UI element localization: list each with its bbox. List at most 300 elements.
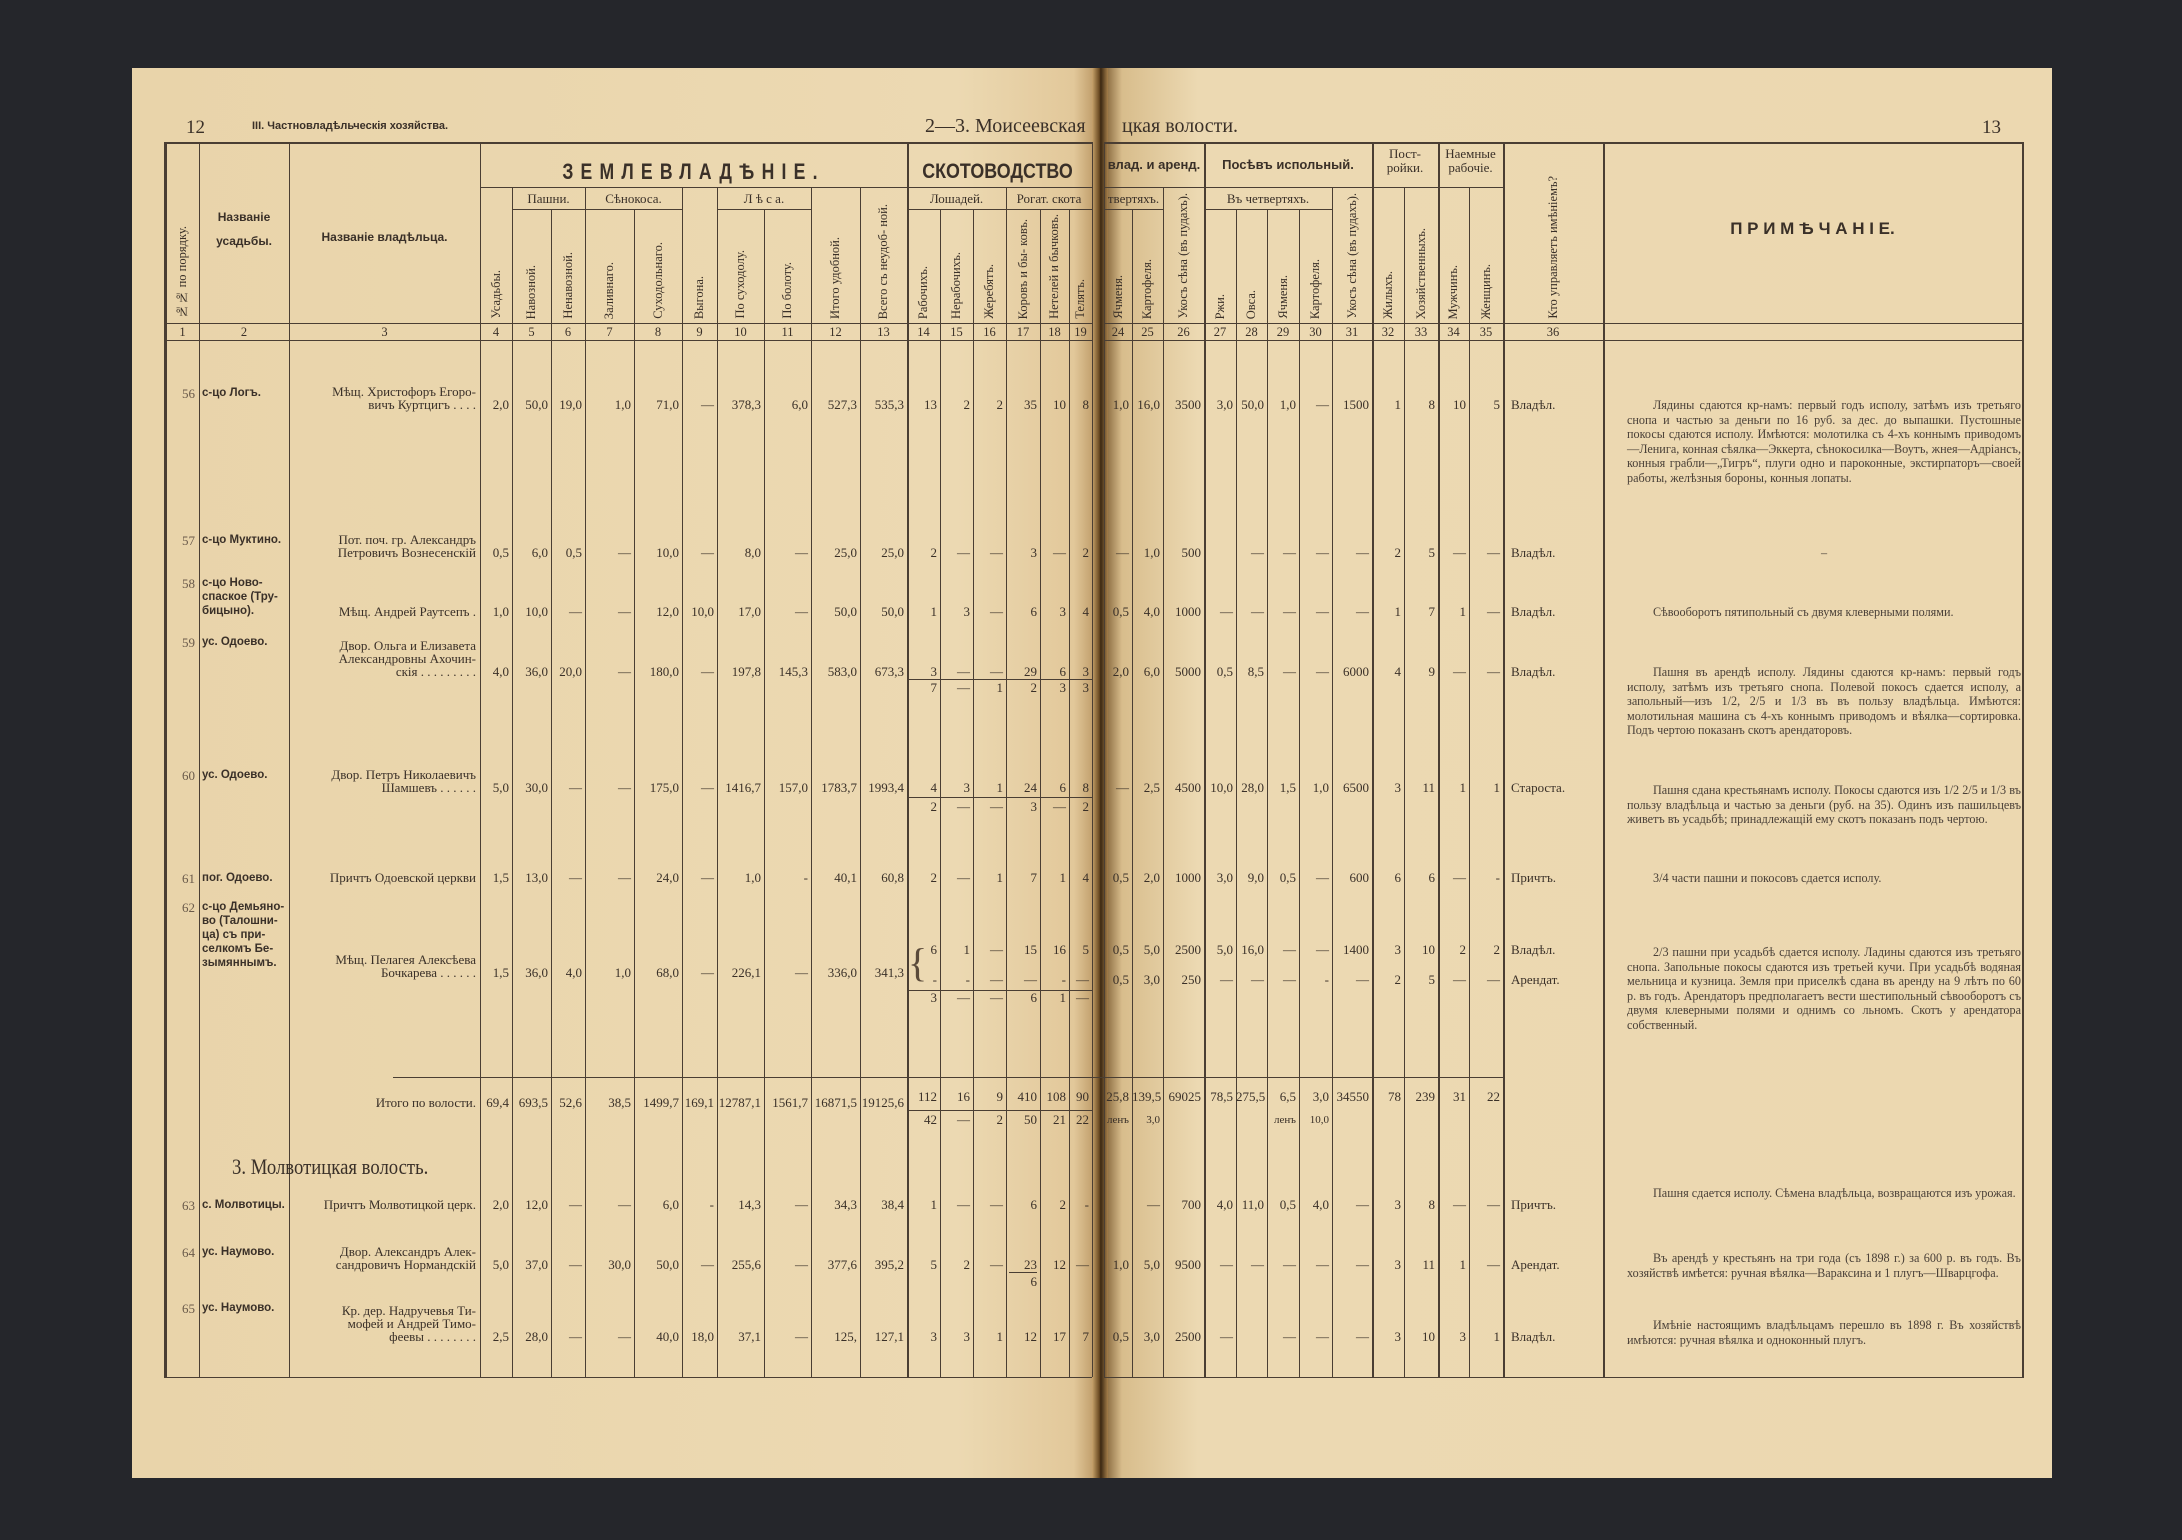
cell-col-13: 395,2 bbox=[874, 1257, 904, 1272]
cell-col-26: 3500 bbox=[1175, 397, 1201, 412]
cell-col-19: 4 bbox=[1082, 604, 1089, 619]
rule bbox=[164, 1377, 1092, 1378]
estate-name: ус. Одоево. bbox=[202, 636, 268, 648]
rule bbox=[907, 1110, 1092, 1111]
col-header-18 bbox=[1040, 212, 1069, 319]
cell-col-25: 4,0 bbox=[1143, 604, 1160, 619]
cell-col-11: — bbox=[795, 1197, 808, 1212]
cell-col-29-below-line: ленъ bbox=[1274, 1114, 1296, 1126]
cell-col-17-tenant: — bbox=[1024, 972, 1037, 987]
page-number-right: 13 bbox=[1982, 117, 2001, 138]
cell-col-18: 6 bbox=[1059, 780, 1066, 795]
col-header-label: Жилыхъ. bbox=[1380, 271, 1395, 319]
cell-col-16-below-line: 2 bbox=[996, 1112, 1003, 1127]
cell-col-7: — bbox=[618, 780, 631, 795]
cell-col-35: — bbox=[1487, 604, 1500, 619]
cell-col-6: — bbox=[569, 780, 582, 795]
cell-col-6: — bbox=[569, 604, 582, 619]
note-text: Пашня сдается исполу. Сѣмена владѣльца, возвращаются изъ урожая. bbox=[1653, 1186, 2016, 1200]
cell-col-15: 16 bbox=[957, 1089, 970, 1104]
estate-name: ца) съ при- bbox=[202, 929, 266, 941]
cell-col-25: 3,0 bbox=[1143, 1329, 1160, 1344]
col-header-label: По суходолу. bbox=[733, 250, 747, 319]
cell-col-9: — bbox=[701, 965, 714, 980]
cell-col-5: 36,0 bbox=[525, 664, 548, 679]
cell-col-4: 1,5 bbox=[492, 965, 509, 980]
col-number: 11 bbox=[781, 325, 794, 339]
cell-col-31: — bbox=[1356, 545, 1369, 560]
cell-col-32: 3 bbox=[1394, 1257, 1401, 1272]
cell-col-19: 7 bbox=[1082, 1329, 1089, 1344]
cell-col-8: 10,0 bbox=[656, 545, 679, 560]
group-own-rent: влад. и аренд. bbox=[1107, 157, 1201, 172]
cell-col-24-tenant: 0,5 bbox=[1112, 972, 1129, 987]
cell-col-14-tenant: - bbox=[932, 972, 937, 987]
cell-col-36: Староста. bbox=[1511, 780, 1566, 795]
cell-col-16-below-line: — bbox=[990, 990, 1003, 1005]
col-header-label: Итого удобной. bbox=[828, 237, 842, 319]
cell-col-7: — bbox=[618, 604, 631, 619]
cell-col-15-below-line: — bbox=[957, 990, 970, 1005]
cell-col-31: 34550 bbox=[1336, 1089, 1369, 1104]
cell-col-17: 12 bbox=[1024, 1329, 1037, 1344]
cell-col-14-below-line: 42 bbox=[924, 1112, 937, 1127]
cell-col-5: 50,0 bbox=[525, 397, 548, 412]
col-header-label: Ячменя. bbox=[1275, 275, 1290, 319]
cell-col-17: 410 bbox=[1017, 1089, 1037, 1104]
col-header-33 bbox=[1404, 192, 1438, 319]
cell-col-14: 3 bbox=[930, 664, 937, 679]
cell-col-27: — bbox=[1220, 604, 1233, 619]
cell-col-25: — bbox=[1147, 1197, 1160, 1212]
cell-col-35-tenant: — bbox=[1487, 972, 1500, 987]
owner-name: Шамшевъ . . . . . . bbox=[381, 780, 476, 795]
rule bbox=[1104, 187, 1204, 188]
cell-col-11: 1561,7 bbox=[772, 1095, 808, 1110]
cell-col-17-below-line: 6 bbox=[1030, 990, 1037, 1005]
cell-col-7: — bbox=[618, 870, 631, 885]
cell-col-8: 1499,7 bbox=[643, 1095, 679, 1110]
cell-col-17: 29 bbox=[1024, 664, 1037, 679]
col-header-11 bbox=[764, 212, 811, 319]
group-forest: Л ѣ с а. bbox=[743, 191, 785, 206]
cell-col-33: 10 bbox=[1422, 942, 1435, 957]
cell-col-27 bbox=[1204, 546, 1233, 560]
cell-col-18-tenant: - bbox=[1061, 972, 1066, 987]
cell-col-30: 1,0 bbox=[1312, 780, 1329, 795]
cell-col-19-below-line: 3 bbox=[1082, 680, 1089, 695]
cell-col-12: 527,3 bbox=[827, 397, 857, 412]
rule bbox=[1104, 209, 1163, 210]
cell-col-17: 35 bbox=[1024, 397, 1037, 412]
cell-col-33-tenant: 5 bbox=[1428, 972, 1435, 987]
col-header-label: Коровъ и бы- ковъ. bbox=[1015, 218, 1030, 319]
cell-col-25: 2,0 bbox=[1143, 870, 1160, 885]
col-header-label: Укосъ сѣна (въ пудахъ). bbox=[1176, 193, 1190, 319]
cell-col-11: — bbox=[795, 1257, 808, 1272]
cell-col-34: 1 bbox=[1459, 780, 1466, 795]
cell-col-11: — bbox=[795, 965, 808, 980]
cell-col-31: 600 bbox=[1349, 870, 1369, 885]
cell-col-32: 3 bbox=[1394, 1329, 1401, 1344]
cell-col-24: 0,5 bbox=[1112, 942, 1129, 957]
rule bbox=[164, 340, 1092, 341]
col-header-label: Всего съ неудоб- ной. bbox=[876, 203, 890, 319]
cell-col-13: 341,3 bbox=[874, 965, 904, 980]
cell-col-4: 2,0 bbox=[492, 397, 509, 412]
col-number: 30 bbox=[1309, 325, 1322, 339]
cell-col-29: — bbox=[1283, 942, 1296, 957]
col-header-3: Названіе владѣльца. bbox=[321, 230, 448, 244]
cell-col-24: 0,5 bbox=[1112, 604, 1129, 619]
owner-name: Мѣщ. Пелагея Алексѣева bbox=[335, 952, 476, 967]
cell-col-19: 5 bbox=[1082, 942, 1089, 957]
owner-name: Причтъ Одоевской церкви bbox=[329, 870, 476, 885]
cell-col-34: — bbox=[1453, 870, 1466, 885]
row-number: 59 bbox=[182, 635, 195, 650]
rule bbox=[1104, 323, 2024, 324]
cell-col-18: 3 bbox=[1059, 604, 1066, 619]
estate-name: пог. Одоево. bbox=[202, 872, 273, 884]
cell-col-6: — bbox=[569, 1197, 582, 1212]
cell-col-13: 535,3 bbox=[874, 397, 904, 412]
cell-col-34: 31 bbox=[1453, 1089, 1466, 1104]
row-number: 60 bbox=[182, 768, 195, 783]
cell-col-18-below-line: 3 bbox=[1059, 680, 1066, 695]
cell-col-19: 4 bbox=[1082, 870, 1089, 885]
cell-col-25: 1,0 bbox=[1143, 545, 1160, 560]
cell-col-36: Арендат. bbox=[1511, 1257, 1560, 1272]
cell-col-9: — bbox=[701, 397, 714, 412]
cell-col-34: — bbox=[1453, 545, 1466, 560]
cell-col-4: 1,5 bbox=[492, 870, 509, 885]
cell-col-17-below-line: 6 bbox=[1030, 1274, 1037, 1289]
col-header-29 bbox=[1267, 212, 1299, 319]
cell-col-15: 2 bbox=[963, 1257, 970, 1272]
cell-col-27: 78,5 bbox=[1210, 1089, 1233, 1104]
col-header-19 bbox=[1069, 212, 1092, 319]
cell-col-34: 3 bbox=[1459, 1329, 1466, 1344]
cell-col-8: 71,0 bbox=[656, 397, 679, 412]
cell-col-13: 19125,6 bbox=[861, 1095, 904, 1110]
cell-col-18: 2 bbox=[1059, 1197, 1066, 1212]
cell-col-19: 8 bbox=[1082, 780, 1089, 795]
cell-col-19: 2 bbox=[1082, 545, 1089, 560]
cell-col-8: 68,0 bbox=[656, 965, 679, 980]
cell-col-15: 3 bbox=[963, 780, 970, 795]
cell-col-19-tenant: — bbox=[1076, 972, 1089, 987]
rule bbox=[164, 323, 1092, 324]
cell-col-34: 2 bbox=[1459, 942, 1466, 957]
cell-col-8: 175,0 bbox=[649, 780, 679, 795]
cell-col-4: 0,5 bbox=[492, 545, 509, 560]
cell-col-27: 10,0 bbox=[1210, 780, 1233, 795]
group-share-sowing: Посѣвъ испольный. bbox=[1222, 157, 1354, 172]
cell-col-14: 2 bbox=[930, 545, 937, 560]
col-header-label: Ржи. bbox=[1212, 293, 1227, 319]
cell-col-31: 1400 bbox=[1343, 942, 1369, 957]
cell-col-12: 336,0 bbox=[827, 965, 857, 980]
note-text: – bbox=[1820, 546, 1828, 560]
col-header-9 bbox=[682, 192, 717, 319]
col-number: 32 bbox=[1381, 325, 1395, 339]
cell-col-31: — bbox=[1356, 1197, 1369, 1212]
cell-col-29: 0,5 bbox=[1279, 870, 1296, 885]
cell-col-11: — bbox=[795, 545, 808, 560]
owner-name: Мѣщ. Андрей Раутсепъ . bbox=[338, 604, 476, 619]
cell-col-33: 7 bbox=[1428, 604, 1435, 619]
col-header-1 bbox=[166, 150, 199, 319]
col-number: 15 bbox=[950, 325, 963, 339]
col-header-10 bbox=[717, 212, 764, 319]
cell-col-33: 9 bbox=[1428, 664, 1435, 679]
col-header-label: Укосъ сѣна (въ пудахъ). bbox=[1344, 193, 1359, 319]
col-header-13 bbox=[860, 192, 907, 319]
cell-col-35: 5 bbox=[1493, 397, 1500, 412]
cell-col-26: 4500 bbox=[1175, 780, 1201, 795]
cell-col-19: 8 bbox=[1082, 397, 1089, 412]
cell-col-24-below-line: ленъ bbox=[1107, 1114, 1129, 1126]
col-header-24 bbox=[1104, 212, 1132, 319]
cell-col-14: 112 bbox=[917, 1089, 937, 1104]
cell-col-33: 239 bbox=[1415, 1089, 1435, 1104]
cell-col-10: 226,1 bbox=[731, 965, 761, 980]
owner-name: Итого по волости. bbox=[375, 1095, 476, 1110]
col-number: 7 bbox=[606, 325, 613, 339]
cell-col-4: 69,4 bbox=[486, 1095, 509, 1110]
cell-col-9: 18,0 bbox=[691, 1329, 714, 1344]
cell-col-10: 8,0 bbox=[744, 545, 761, 560]
cell-col-12: 583,0 bbox=[827, 664, 857, 679]
col-number: 8 bbox=[654, 325, 662, 339]
cell-col-32-tenant: 2 bbox=[1394, 972, 1401, 987]
col-number: 25 bbox=[1141, 325, 1154, 339]
cell-col-7: — bbox=[618, 1197, 631, 1212]
cell-col-35: 2 bbox=[1493, 942, 1500, 957]
row-number: 64 bbox=[182, 1245, 195, 1260]
cell-col-28: — bbox=[1251, 604, 1264, 619]
cell-col-35: 22 bbox=[1487, 1089, 1500, 1104]
col-number: 2 bbox=[240, 325, 248, 339]
cell-col-25-below-line: 3,0 bbox=[1146, 1114, 1160, 1126]
cell-col-12: 1783,7 bbox=[821, 780, 857, 795]
cell-col-5: 30,0 bbox=[525, 780, 548, 795]
cell-col-14-below-line: 2 bbox=[930, 799, 937, 814]
estate-name: с-цо Демьяно- bbox=[202, 901, 285, 913]
cell-col-19-below-line: 2 bbox=[1082, 799, 1089, 814]
cell-col-13: 127,1 bbox=[874, 1329, 904, 1344]
cell-col-27: — bbox=[1220, 1257, 1233, 1272]
cell-col-15: 3 bbox=[963, 604, 970, 619]
cell-col-15: 3 bbox=[963, 1329, 970, 1344]
rule bbox=[907, 209, 1006, 210]
cell-col-15-below-line: — bbox=[957, 799, 970, 814]
cell-col-36: Владѣл. bbox=[1511, 397, 1556, 412]
column-divider bbox=[1603, 142, 1605, 1377]
col-header-34 bbox=[1438, 192, 1469, 319]
cell-col-18: 17 bbox=[1053, 1329, 1066, 1344]
cell-col-7: 1,0 bbox=[614, 965, 631, 980]
cell-col-12: 50,0 bbox=[834, 604, 857, 619]
cell-col-16: — bbox=[990, 545, 1003, 560]
rule bbox=[1009, 1272, 1037, 1273]
cell-col-24: 2,0 bbox=[1112, 664, 1129, 679]
cell-col-9: 10,0 bbox=[691, 604, 714, 619]
cell-col-5: 13,0 bbox=[525, 870, 548, 885]
cell-col-5: 28,0 bbox=[525, 1329, 548, 1344]
cell-col-36: Владѣл. bbox=[1511, 545, 1556, 560]
cell-col-29: 1,0 bbox=[1279, 397, 1296, 412]
cell-col-24: 0,5 bbox=[1112, 1329, 1129, 1344]
cell-col-30-below-line: 10,0 bbox=[1309, 1114, 1329, 1126]
cell-col-6: — bbox=[569, 1329, 582, 1344]
col-header-label: Овса. bbox=[1244, 289, 1258, 319]
cell-col-36: Причтъ. bbox=[1511, 870, 1557, 885]
col-header-label: Рабочихъ. bbox=[916, 265, 930, 319]
column-divider bbox=[1092, 142, 1093, 1377]
cell-col-34: — bbox=[1453, 664, 1466, 679]
cell-col-33: 11 bbox=[1422, 1257, 1435, 1272]
cell-col-15: — bbox=[957, 664, 970, 679]
cell-col-12: 16871,5 bbox=[814, 1095, 857, 1110]
cell-col-5: 6,0 bbox=[531, 545, 548, 560]
cell-col-28 bbox=[1236, 1330, 1264, 1344]
col-header-label: Телятъ. bbox=[1073, 279, 1087, 319]
cell-col-6: 19,0 bbox=[559, 397, 582, 412]
cell-col-34: 1 bbox=[1459, 604, 1466, 619]
cell-col-13: 50,0 bbox=[881, 604, 904, 619]
cell-col-30: — bbox=[1316, 604, 1329, 619]
cell-col-26: 500 bbox=[1181, 545, 1201, 560]
col-header-label: Нерабочихъ. bbox=[949, 252, 963, 319]
cell-col-29: 1,5 bbox=[1279, 780, 1296, 795]
row-number: 58 bbox=[182, 576, 195, 591]
cell-col-33: 8 bbox=[1428, 397, 1435, 412]
cell-col-27: 3,0 bbox=[1216, 397, 1233, 412]
cell-col-18: 1 bbox=[1059, 870, 1066, 885]
cell-col-16-below-line: — bbox=[990, 799, 1003, 814]
group-cattle: Рогат. скота bbox=[1016, 191, 1082, 206]
cell-col-11: — bbox=[795, 604, 808, 619]
brace-row-62: { bbox=[908, 940, 928, 985]
owner-name: скія . . . . . . . . . bbox=[395, 664, 476, 679]
cell-col-14: 1 bbox=[930, 604, 937, 619]
cell-col-27: 3,0 bbox=[1216, 870, 1233, 885]
cell-col-36: Владѣл. bbox=[1511, 942, 1556, 957]
rule bbox=[1104, 1377, 2024, 1378]
col-header-label: Нетелей и бычковъ. bbox=[1047, 214, 1061, 319]
cell-col-36 bbox=[1511, 1090, 1608, 1104]
group-hay: Сѣнокоса. bbox=[605, 191, 662, 206]
col-number: 10 bbox=[734, 325, 747, 339]
col-header-label: Картофеля. bbox=[1140, 258, 1154, 319]
cell-col-31: — bbox=[1356, 1257, 1369, 1272]
cell-col-27-tenant: — bbox=[1220, 972, 1233, 987]
cell-col-15: — bbox=[957, 545, 970, 560]
cell-col-24: — bbox=[1116, 545, 1129, 560]
cell-col-34: 1 bbox=[1459, 1257, 1466, 1272]
running-title: III. Частновладѣльческія хозяйства. bbox=[252, 120, 449, 132]
center-title-right: цкая волости. bbox=[1122, 115, 1239, 137]
col-header-6 bbox=[551, 212, 585, 319]
row-number: 56 bbox=[182, 386, 195, 401]
note-text: 2/3 пашни при усадьбѣ сдается исполу. Ладины сдаются изъ третьяго снопа. Запольные покосы сдаются изъ третьей кучи. При усадьбѣ водяная мельница и кузница. Земля при приселкѣ сдана въ аренду на 9 лѣтъ по 60 р. въ годъ. Арендаторъ предполагаетъ вести шестипольный сѣвооборотъ съ двумя клеверными полями и однимъ со льномъ. Скотъ у арендатора собственный. bbox=[1627, 945, 2021, 1032]
cell-col-5: 37,0 bbox=[525, 1257, 548, 1272]
cell-col-12: 34,3 bbox=[834, 1197, 857, 1212]
cell-col-14: 5 bbox=[930, 1257, 937, 1272]
rule bbox=[1104, 142, 2024, 144]
cell-col-36: Владѣл. bbox=[1511, 664, 1556, 679]
col-number: 28 bbox=[1245, 325, 1258, 339]
cell-col-16: 9 bbox=[996, 1089, 1003, 1104]
col-header-30 bbox=[1299, 212, 1332, 319]
cell-col-24: 1,0 bbox=[1112, 397, 1129, 412]
cell-col-7: — bbox=[618, 664, 631, 679]
cell-col-13: 25,0 bbox=[881, 545, 904, 560]
estate-name: зымяннымъ. bbox=[202, 957, 277, 969]
cell-col-28: 28,0 bbox=[1241, 780, 1264, 795]
col-number: 36 bbox=[1546, 325, 1560, 339]
rule bbox=[1104, 340, 2024, 341]
cell-col-4: 2,5 bbox=[492, 1329, 509, 1344]
col-header-label: Кто управляетъ имѣніемъ? bbox=[1545, 176, 1560, 319]
cell-col-16: 2 bbox=[996, 397, 1003, 412]
col-header-label: Женщинъ. bbox=[1478, 263, 1493, 319]
row-number: 62 bbox=[182, 900, 195, 915]
col-header-16 bbox=[973, 212, 1006, 319]
estate-name: во (Талошни- bbox=[202, 915, 278, 927]
cell-col-10: 17,0 bbox=[738, 604, 761, 619]
cell-col-10: 12787,1 bbox=[718, 1095, 761, 1110]
cell-col-4: 4,0 bbox=[492, 664, 509, 679]
col-header-label: Мужчинъ. bbox=[1446, 264, 1460, 319]
cell-col-18: 12 bbox=[1053, 1257, 1066, 1272]
col-header-4 bbox=[480, 192, 512, 319]
cell-col-34: 10 bbox=[1453, 397, 1466, 412]
cell-col-30: — bbox=[1316, 664, 1329, 679]
cell-col-8: 12,0 bbox=[656, 604, 679, 619]
col-header-31 bbox=[1332, 192, 1372, 319]
col-number: 31 bbox=[1345, 325, 1359, 339]
cell-col-24: 1,0 bbox=[1112, 1257, 1129, 1272]
col-header-label: Ненавозной. bbox=[560, 252, 575, 319]
rule bbox=[907, 187, 1092, 188]
col-header-35 bbox=[1469, 192, 1503, 319]
col-header-label: Выгона. bbox=[692, 275, 706, 319]
cell-col-17: 6 bbox=[1030, 604, 1037, 619]
rule bbox=[1006, 209, 1092, 210]
col-header-label: Заливнаго. bbox=[602, 261, 616, 319]
cell-col-31: 6500 bbox=[1343, 780, 1369, 795]
rule bbox=[393, 1077, 1503, 1078]
col-number: 29 bbox=[1276, 325, 1290, 339]
cell-col-6: 20,0 bbox=[559, 664, 582, 679]
col-header-28 bbox=[1236, 212, 1267, 319]
cell-col-19-below-line: 22 bbox=[1076, 1112, 1089, 1127]
note-text: Пашня сдана крестьянамъ исполу. Покосы сдаются изъ 1/2 2/5 и 1/3 въ пользу владѣльца и частью за деньги (руб. на 35). Одинъ изъ пашильцевъ живетъ въ усадьбѣ; принадлежащій ему скотъ показанъ подъ чертою. bbox=[1627, 783, 2021, 826]
cell-col-10: 1416,7 bbox=[725, 780, 761, 795]
cell-col-32: 1 bbox=[1394, 604, 1401, 619]
notes-heading: П Р И М Ѣ Ч А Н І Е. bbox=[1730, 219, 1895, 238]
col-header-15 bbox=[940, 212, 973, 319]
owner-name: Александровны Ахочин- bbox=[338, 651, 476, 666]
cell-col-26: 1000 bbox=[1175, 870, 1201, 885]
cell-col-27: 4,0 bbox=[1216, 1197, 1233, 1212]
cell-col-31: — bbox=[1356, 1329, 1369, 1344]
col-number: 4 bbox=[492, 325, 500, 339]
cell-col-25: 139,5 bbox=[1132, 1089, 1162, 1104]
cell-col-9: — bbox=[701, 1257, 714, 1272]
